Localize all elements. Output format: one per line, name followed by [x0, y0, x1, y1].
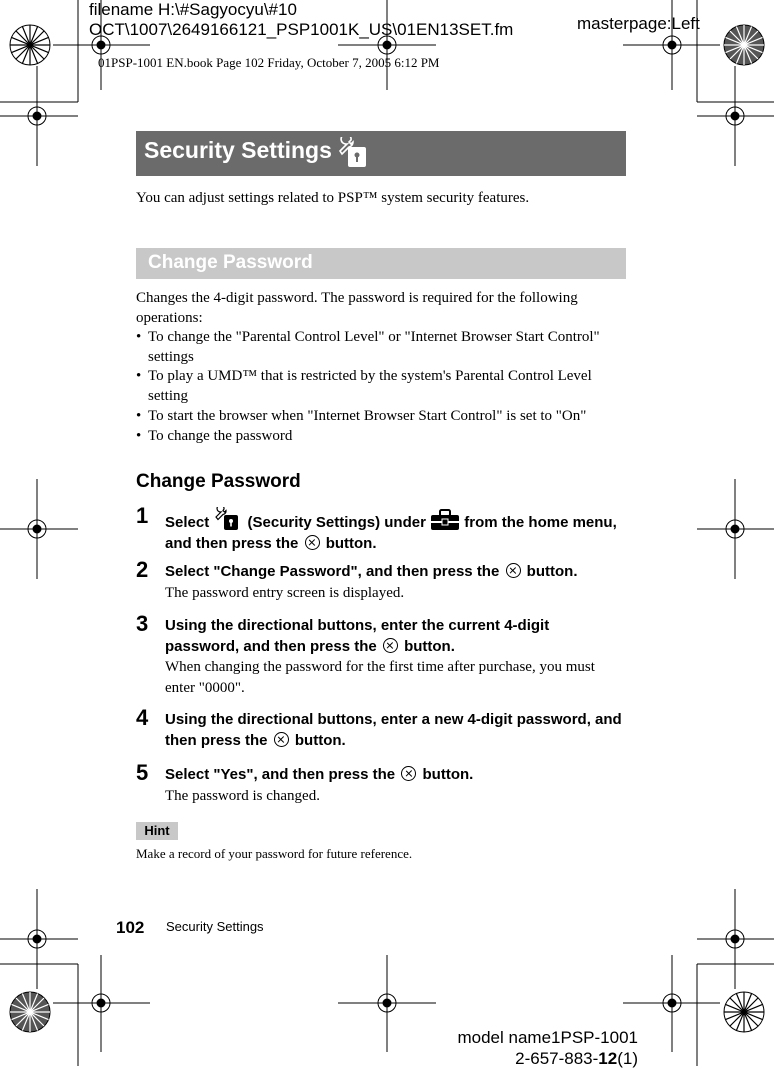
crosshair-top-left	[0, 66, 78, 166]
step-3-note: When changing the password for the first time after purchase, you must enter "0000".	[165, 659, 595, 696]
crosshair-bottom-left	[0, 889, 78, 989]
model-code-suffix: (1)	[617, 1049, 638, 1068]
description: Changes the 4-digit password. The password is required for the following operations:	[136, 290, 578, 326]
hint-label: Hint	[144, 823, 170, 838]
starburst-top-right	[724, 25, 764, 65]
security-settings-icon	[334, 137, 370, 169]
step-number-2: 2	[136, 557, 149, 582]
cross-button-icon	[305, 535, 320, 550]
step-5-text	[165, 764, 625, 785]
step-4-text	[165, 709, 625, 751]
cross-button-icon	[401, 766, 416, 781]
step-5-part-d: button.	[422, 766, 474, 783]
step-number-5: 5	[136, 760, 149, 785]
step-2-text	[165, 561, 625, 582]
step-3-part-d: button.	[404, 638, 455, 655]
step-4-part-d: button.	[294, 732, 346, 749]
step-3-part-a: Using the directional buttons, enter the current 4-digit password, and then press the	[165, 617, 550, 655]
crosshair-mid-right	[697, 479, 774, 579]
list-item: • To change the password	[136, 427, 626, 447]
cross-button-icon	[506, 563, 521, 578]
slug-masterpage: masterpage:Left	[577, 14, 700, 33]
step-5-part-a: Select "Yes", and then press the	[165, 766, 396, 783]
model-code-prefix: 2-657-883-	[515, 1049, 599, 1068]
step-2-part-a: Select "Change Password", and then press the	[165, 563, 500, 580]
step-number-4: 4	[136, 705, 149, 730]
model-name: model name1PSP-1001	[457, 1028, 638, 1047]
crosshair-top-right	[697, 66, 774, 166]
list-item: • To change the "Parental Control Level" or "Internet Browser Start Control" settings	[136, 328, 626, 367]
page-number: 102	[116, 918, 145, 937]
hint-box	[136, 822, 178, 840]
step-5-note: The password is changed.	[165, 788, 320, 804]
step-1-part-a: Select	[165, 514, 210, 531]
cross-button-icon	[274, 732, 289, 747]
list-item: • To start the browser when "Internet Browser Start Control" is set to "On"	[136, 407, 626, 427]
page-title: Security Settings	[144, 137, 332, 163]
crosshair-bottom-right	[697, 889, 774, 989]
title-bar	[136, 131, 626, 176]
hint-text: Make a record of your password for future reference.	[136, 846, 413, 861]
slug-filename-line1: filename H:\#Sagyocyu\#10	[89, 0, 297, 19]
step-4-part-a: Using the directional buttons, enter a new 4-digit password, and then press the	[165, 711, 622, 749]
step-1-part-b: (Security Settings) under	[247, 514, 426, 531]
procedure-title: Change Password	[136, 471, 301, 492]
step-number-3: 3	[136, 611, 149, 636]
cross-button-icon	[383, 638, 398, 653]
starburst-bottom-left	[10, 992, 50, 1032]
intro-text: You can adjust settings related to PSP™ system security features.	[136, 190, 530, 206]
step-2-part-d: button.	[526, 563, 578, 580]
model-info	[457, 1027, 638, 1069]
subsection-bar	[136, 248, 626, 279]
footer-section-label: Security Settings	[166, 919, 264, 934]
model-code-bold: 12	[598, 1049, 618, 1068]
starburst-bottom-right	[724, 992, 764, 1032]
security-settings-icon	[213, 507, 243, 531]
slug-book-info: 01PSP-1001 EN.book Page 102 Friday, October 7, 2005 6:12 PM	[98, 55, 440, 70]
step-1-part-d: button.	[325, 535, 377, 552]
step-2-note: The password entry screen is displayed.	[165, 585, 405, 601]
step-1-part-c: from the home menu, and then press the	[165, 514, 617, 552]
step-number-1: 1	[136, 503, 149, 528]
step-3-text	[165, 615, 625, 657]
list-item: • To play a UMD™ that is restricted by the system's Parental Control Level setting	[136, 367, 626, 406]
operations-list	[136, 328, 626, 446]
crosshair-bottom-center-left	[53, 955, 150, 1052]
subsection-title: Change Password	[148, 252, 313, 273]
starburst-top-left	[10, 25, 50, 65]
toolbox-icon	[430, 509, 460, 531]
slug-filename	[89, 0, 513, 40]
step-1-text	[165, 507, 625, 554]
crosshair-mid-left	[0, 479, 78, 579]
slug-filename-line2: OCT\1007\2649166121_PSP1001K_US\01EN13SET.fm	[89, 20, 514, 39]
crosshair-bottom-center	[338, 955, 436, 1052]
